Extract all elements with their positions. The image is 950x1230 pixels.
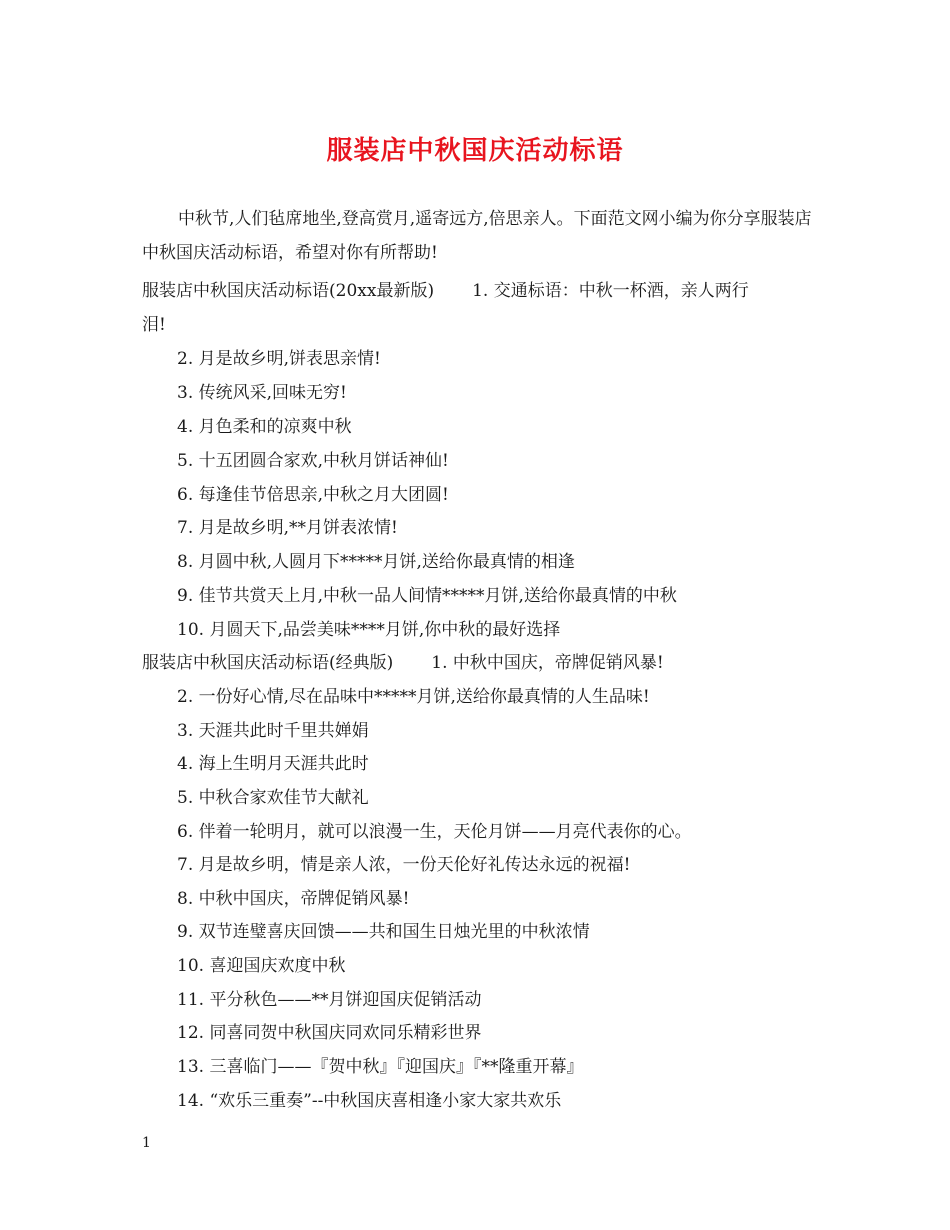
list-item: 10. 月圆天下,品尝美味****月饼,你中秋的最好选择: [177, 620, 561, 640]
list-item: 9. 佳节共赏天上月,中秋一品人间情*****月饼,送给你最真情的中秋: [177, 586, 677, 606]
list-item: 14. “欢乐三重奏”--中秋国庆喜相逢小家大家共欢乐: [177, 1091, 562, 1111]
list-item: 6. 伴着一轮明月，就可以浪漫一生，天伦月饼——月亮代表你的心。: [177, 822, 692, 842]
list-item: 2. 月是故乡明,饼表思亲情!: [177, 349, 381, 369]
list-item: 12. 同喜同贺中秋国庆同欢同乐精彩世界: [177, 1023, 482, 1043]
list-item: 9. 双节连璧喜庆回馈——共和国生日烛光里的中秋浓情: [177, 922, 590, 942]
list-item: 8. 中秋中国庆，帝牌促销风暴!: [177, 889, 410, 909]
list-item: 2. 一份好心情,尽在品味中*****月饼,送给你最真情的人生品味!: [177, 687, 650, 707]
section1-heading-line: [142, 280, 749, 302]
list-item: 13. 三喜临门——『贺中秋』『迎国庆』『**隆重开幕』: [177, 1057, 584, 1077]
list-item: 7. 月是故乡明，情是亲人浓，一份天伦好礼传达永远的祝福!: [177, 855, 631, 875]
section1-item-1: 1. 交通标语：中秋一杯酒，亲人两行: [472, 281, 749, 301]
list-item: 10. 喜迎国庆欢度中秋: [177, 956, 346, 976]
section2-heading-line: [142, 652, 664, 674]
intro-paragraph: 中秋节,人们毡席地坐,登高赏月,遥寄远方,倍思亲人。下面范文网小编为你分享服装店中秋国庆活动标语，希望对你有所帮助!: [142, 209, 812, 263]
list-item: 5. 十五团圆合家欢,中秋月饼话神仙!: [177, 451, 449, 471]
section1-item-1-continuation: 泪!: [142, 315, 166, 335]
section2-heading: 服装店中秋国庆活动标语(经典版): [142, 653, 394, 673]
list-item: 3. 传统风采,回味无穷!: [177, 383, 347, 403]
list-item: 8. 月圆中秋,人圆月下*****月饼,送给你最真情的相逢: [177, 552, 575, 572]
list-item: 6. 每逢佳节倍思亲,中秋之月大团圆!: [177, 485, 449, 505]
list-item: 5. 中秋合家欢佳节大献礼: [177, 788, 369, 808]
section2-item-1: 1. 中秋中国庆，帝牌促销风暴!: [431, 653, 664, 673]
page-number: 1: [142, 1135, 151, 1151]
list-item: 7. 月是故乡明,**月饼表浓情!: [177, 518, 398, 538]
list-item: 11. 平分秋色——**月饼迎国庆促销活动: [177, 990, 482, 1010]
list-item: 4. 月色柔和的凉爽中秋: [177, 417, 352, 437]
document-title: 服装店中秋国庆活动标语: [326, 136, 624, 166]
section1-heading: 服装店中秋国庆活动标语(20xx最新版): [142, 281, 435, 301]
list-item: 3. 天涯共此时千里共婵娟: [177, 721, 369, 741]
list-item: 4. 海上生明月天涯共此时: [177, 754, 369, 774]
